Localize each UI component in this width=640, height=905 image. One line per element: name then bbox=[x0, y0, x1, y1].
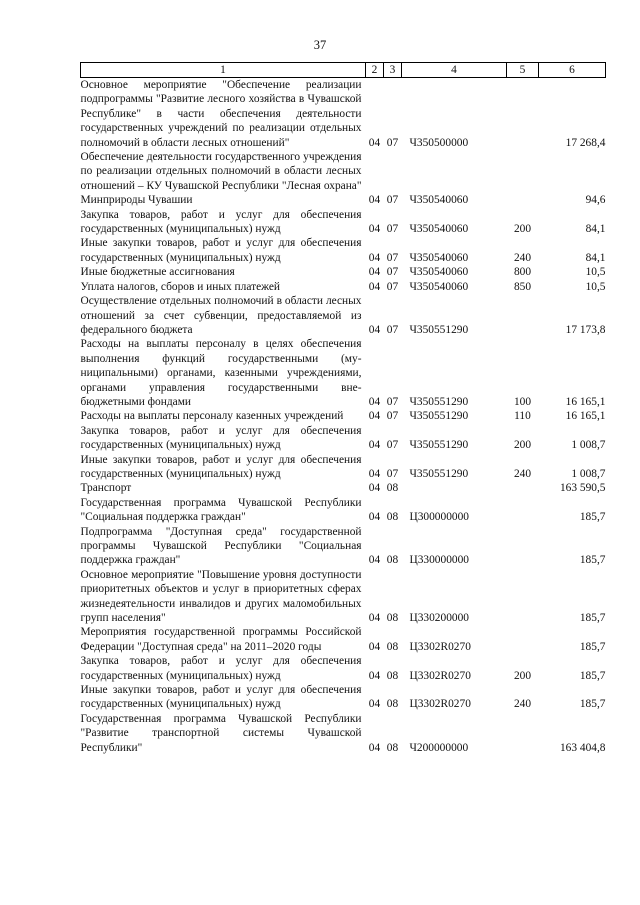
table-row bbox=[81, 525, 606, 568]
section-code: 04 bbox=[368, 640, 381, 653]
expense-type-code bbox=[507, 568, 539, 626]
subsection-code: 07 bbox=[386, 251, 399, 264]
table-row bbox=[81, 654, 606, 683]
subsection-code: 08 bbox=[386, 554, 399, 567]
column-header: 1 bbox=[81, 63, 366, 78]
section-code: 04 bbox=[368, 223, 381, 236]
table-row bbox=[81, 683, 606, 712]
table-row bbox=[81, 496, 606, 525]
subsection-code: 07 bbox=[386, 395, 399, 408]
table-row bbox=[81, 625, 606, 654]
subsection-code: 07 bbox=[386, 136, 399, 149]
subsection-code: 07 bbox=[386, 280, 399, 293]
expense-type-code: 800 bbox=[513, 266, 532, 279]
column-header: 6 bbox=[539, 63, 606, 78]
section-code: 04 bbox=[368, 266, 381, 279]
table-row bbox=[81, 481, 606, 495]
table-row bbox=[81, 208, 606, 237]
expense-type-code bbox=[507, 78, 539, 151]
subsection-code: 07 bbox=[386, 266, 399, 279]
amount: 185,7 bbox=[579, 511, 606, 524]
amount: 163 404,8 bbox=[559, 741, 606, 754]
target-item-code: Ч350551290 bbox=[409, 439, 469, 452]
subsection-code: 07 bbox=[386, 223, 399, 236]
section-code: 04 bbox=[368, 698, 381, 711]
amount: 16 165,1 bbox=[565, 395, 606, 408]
expense-type-code bbox=[507, 525, 539, 568]
row-description: Иные закупки товаров, работ и услуг для обеспечения государственных (муниципальных) нужд bbox=[80, 453, 362, 480]
expense-type-code: 200 bbox=[513, 439, 532, 452]
section-code: 04 bbox=[368, 280, 381, 293]
section-code: 04 bbox=[368, 741, 381, 754]
section-code: 04 bbox=[368, 410, 381, 423]
table-row bbox=[81, 294, 606, 337]
section-code: 04 bbox=[368, 612, 381, 625]
row-description: Иные бюджетные ассигнования bbox=[80, 266, 235, 279]
table-row bbox=[81, 236, 606, 265]
column-header: 5 bbox=[507, 63, 539, 78]
row-description: Обеспечение деятельности государственного учреждения по реализации отдельных полномочий в области лесных отношений – КУ Чувашской Республики "Лесная охрана" Минприроды Чувашии bbox=[80, 151, 362, 207]
row-description: Государственная программа Чувашской Республики "Социальная поддержка граждан" bbox=[80, 496, 362, 524]
amount: 1 008,7 bbox=[571, 467, 606, 480]
expense-type-code bbox=[507, 712, 539, 755]
expense-type-code bbox=[507, 150, 539, 208]
row-description: Осуществление отдельных полномочий в области лесных отношений за счет субвенции, предоставляемой из федерального бюджета bbox=[80, 295, 362, 336]
target-item-code: Ч350540060 bbox=[409, 266, 469, 279]
expense-type-code: 240 bbox=[513, 467, 532, 480]
expense-type-code bbox=[507, 625, 539, 654]
target-item-code: Ц3302R0270 bbox=[409, 640, 471, 653]
section-code: 04 bbox=[368, 554, 381, 567]
target-item-code bbox=[402, 481, 507, 495]
row-description: Расходы на выплаты персоналу в целях обеспечения выполнения функций государственными (муниципальными) органами, казенными учреждениями, органами управления государственными внебюджетными фондами bbox=[80, 338, 362, 408]
amount: 94,6 bbox=[585, 194, 606, 207]
target-item-code: Ч350540060 bbox=[409, 251, 469, 264]
page-number: 37 bbox=[313, 38, 327, 52]
table-row bbox=[81, 453, 606, 482]
target-item-code: Ч350551290 bbox=[409, 467, 469, 480]
expense-type-code: 850 bbox=[513, 280, 532, 293]
target-item-code: Ч350500000 bbox=[409, 136, 469, 149]
expense-type-code: 110 bbox=[514, 410, 531, 423]
expense-type-code: 200 bbox=[513, 223, 532, 236]
subsection-code: 08 bbox=[386, 669, 399, 682]
table-row bbox=[81, 712, 606, 755]
expense-type-code: 240 bbox=[513, 698, 532, 711]
section-code: 04 bbox=[368, 511, 381, 524]
section-code: 04 bbox=[368, 669, 381, 682]
row-description: Расходы на выплаты персоналу казенных учреждений bbox=[80, 410, 344, 423]
table-row bbox=[81, 280, 606, 294]
row-description: Транспорт bbox=[80, 482, 132, 495]
section-code: 04 bbox=[368, 467, 381, 480]
table-row bbox=[81, 265, 606, 279]
column-header: 4 bbox=[402, 63, 507, 78]
subsection-code: 08 bbox=[386, 640, 399, 653]
target-item-code: Ч350551290 bbox=[409, 395, 469, 408]
expense-type-code bbox=[507, 481, 539, 495]
row-description: Закупка товаров, работ и услуг для обеспечения государственных (муниципальных) нужд bbox=[80, 655, 362, 682]
table-row bbox=[81, 409, 606, 423]
section-code: 04 bbox=[368, 194, 381, 207]
amount: 185,7 bbox=[579, 669, 606, 682]
table-header-row bbox=[81, 63, 606, 78]
row-description: Государственная программа Чувашской Республики "Развитие транспортной системы Чувашской Республики" bbox=[80, 712, 362, 754]
expense-type-code bbox=[507, 294, 539, 337]
section-code: 04 bbox=[368, 395, 381, 408]
target-item-code: Ц300000000 bbox=[409, 511, 469, 524]
expense-type-code bbox=[507, 496, 539, 525]
row-description: Закупка товаров, работ и услуг для обеспечения государственных (муниципальных) нужд bbox=[80, 424, 362, 452]
row-description: Основное мероприятие "Повышение уровня доступности приоритетных объектов и услуг в приоритетных сферах жизнедеятельности инвалидов и других маломобильных групп населения" bbox=[80, 568, 362, 625]
amount: 84,1 bbox=[585, 223, 606, 236]
expense-type-code: 240 bbox=[513, 251, 532, 264]
subsection-code: 07 bbox=[386, 410, 399, 423]
table-row bbox=[81, 424, 606, 453]
row-description: Подпрограмма "Доступная среда" государственной программы Чувашской Республики "Социальная поддержка граждан" bbox=[80, 525, 362, 567]
subsection-code: 08 bbox=[386, 741, 399, 754]
table-row bbox=[81, 337, 606, 409]
subsection-code: 07 bbox=[386, 467, 399, 480]
target-item-code: Ч350540060 bbox=[409, 280, 469, 293]
subsection-code: 07 bbox=[386, 323, 399, 336]
subsection-code: 08 bbox=[386, 612, 399, 625]
target-item-code: Ч350551290 bbox=[409, 410, 469, 423]
target-item-code: Ч350540060 bbox=[409, 194, 469, 207]
column-header: 3 bbox=[384, 63, 402, 78]
row-description: Мероприятия государственной программы Российской Федерации "Доступная среда" на 2011–2020 годы bbox=[80, 626, 362, 653]
target-item-code: Ч200000000 bbox=[409, 741, 469, 754]
subsection-code: 07 bbox=[386, 439, 399, 452]
column-header: 2 bbox=[366, 63, 384, 78]
target-item-code: Ц3302R0270 bbox=[409, 698, 471, 711]
target-item-code: Ц330200000 bbox=[409, 612, 469, 625]
target-item-code: Ч350540060 bbox=[409, 223, 469, 236]
amount: 185,7 bbox=[579, 640, 606, 653]
section-code: 04 bbox=[368, 482, 381, 495]
table-row bbox=[81, 150, 606, 208]
amount: 16 165,1 bbox=[565, 410, 606, 423]
amount: 10,5 bbox=[585, 266, 606, 279]
amount: 84,1 bbox=[585, 251, 606, 264]
expense-type-code: 200 bbox=[513, 669, 532, 682]
subsection-code: 08 bbox=[386, 511, 399, 524]
target-item-code: Ц330000000 bbox=[409, 554, 469, 567]
subsection-code: 08 bbox=[386, 698, 399, 711]
section-code: 04 bbox=[368, 136, 381, 149]
subsection-code: 08 bbox=[386, 482, 399, 495]
target-item-code: Ц3302R0270 bbox=[409, 669, 471, 682]
row-description: Закупка товаров, работ и услуг для обеспечения государственных (муниципальных) нужд bbox=[80, 208, 362, 236]
target-item-code: Ч350551290 bbox=[409, 323, 469, 336]
budget-table bbox=[80, 62, 606, 755]
amount: 1 008,7 bbox=[571, 439, 606, 452]
amount: 17 268,4 bbox=[565, 136, 606, 149]
section-code: 04 bbox=[368, 323, 381, 336]
subsection-code: 07 bbox=[386, 194, 399, 207]
amount: 17 173,8 bbox=[565, 323, 606, 336]
expense-type-code: 100 bbox=[513, 395, 532, 408]
row-description: Иные закупки товаров, работ и услуг для обеспечения государственных (муниципальных) нужд bbox=[80, 237, 362, 264]
amount: 163 590,5 bbox=[559, 482, 606, 495]
table-row bbox=[81, 78, 606, 151]
section-code: 04 bbox=[368, 251, 381, 264]
section-code: 04 bbox=[368, 439, 381, 452]
table-body bbox=[81, 78, 606, 756]
table-row bbox=[81, 568, 606, 626]
amount: 185,7 bbox=[579, 698, 606, 711]
row-description: Иные закупки товаров, работ и услуг для обеспечения государственных (муниципальных) нужд bbox=[80, 684, 362, 711]
amount: 185,7 bbox=[579, 612, 606, 625]
row-description: Основное мероприятие "Обеспечение реализации подпрограммы "Развитие лесного хозяйства в Чувашской Республике" в части обеспечения деятельности государственных учреждений по реализации отдельных полномочий в области лесных отношений" bbox=[80, 79, 362, 149]
row-description: Уплата налогов, сборов и иных платежей bbox=[80, 280, 280, 293]
amount: 185,7 bbox=[579, 554, 606, 567]
amount: 10,5 bbox=[585, 280, 606, 293]
